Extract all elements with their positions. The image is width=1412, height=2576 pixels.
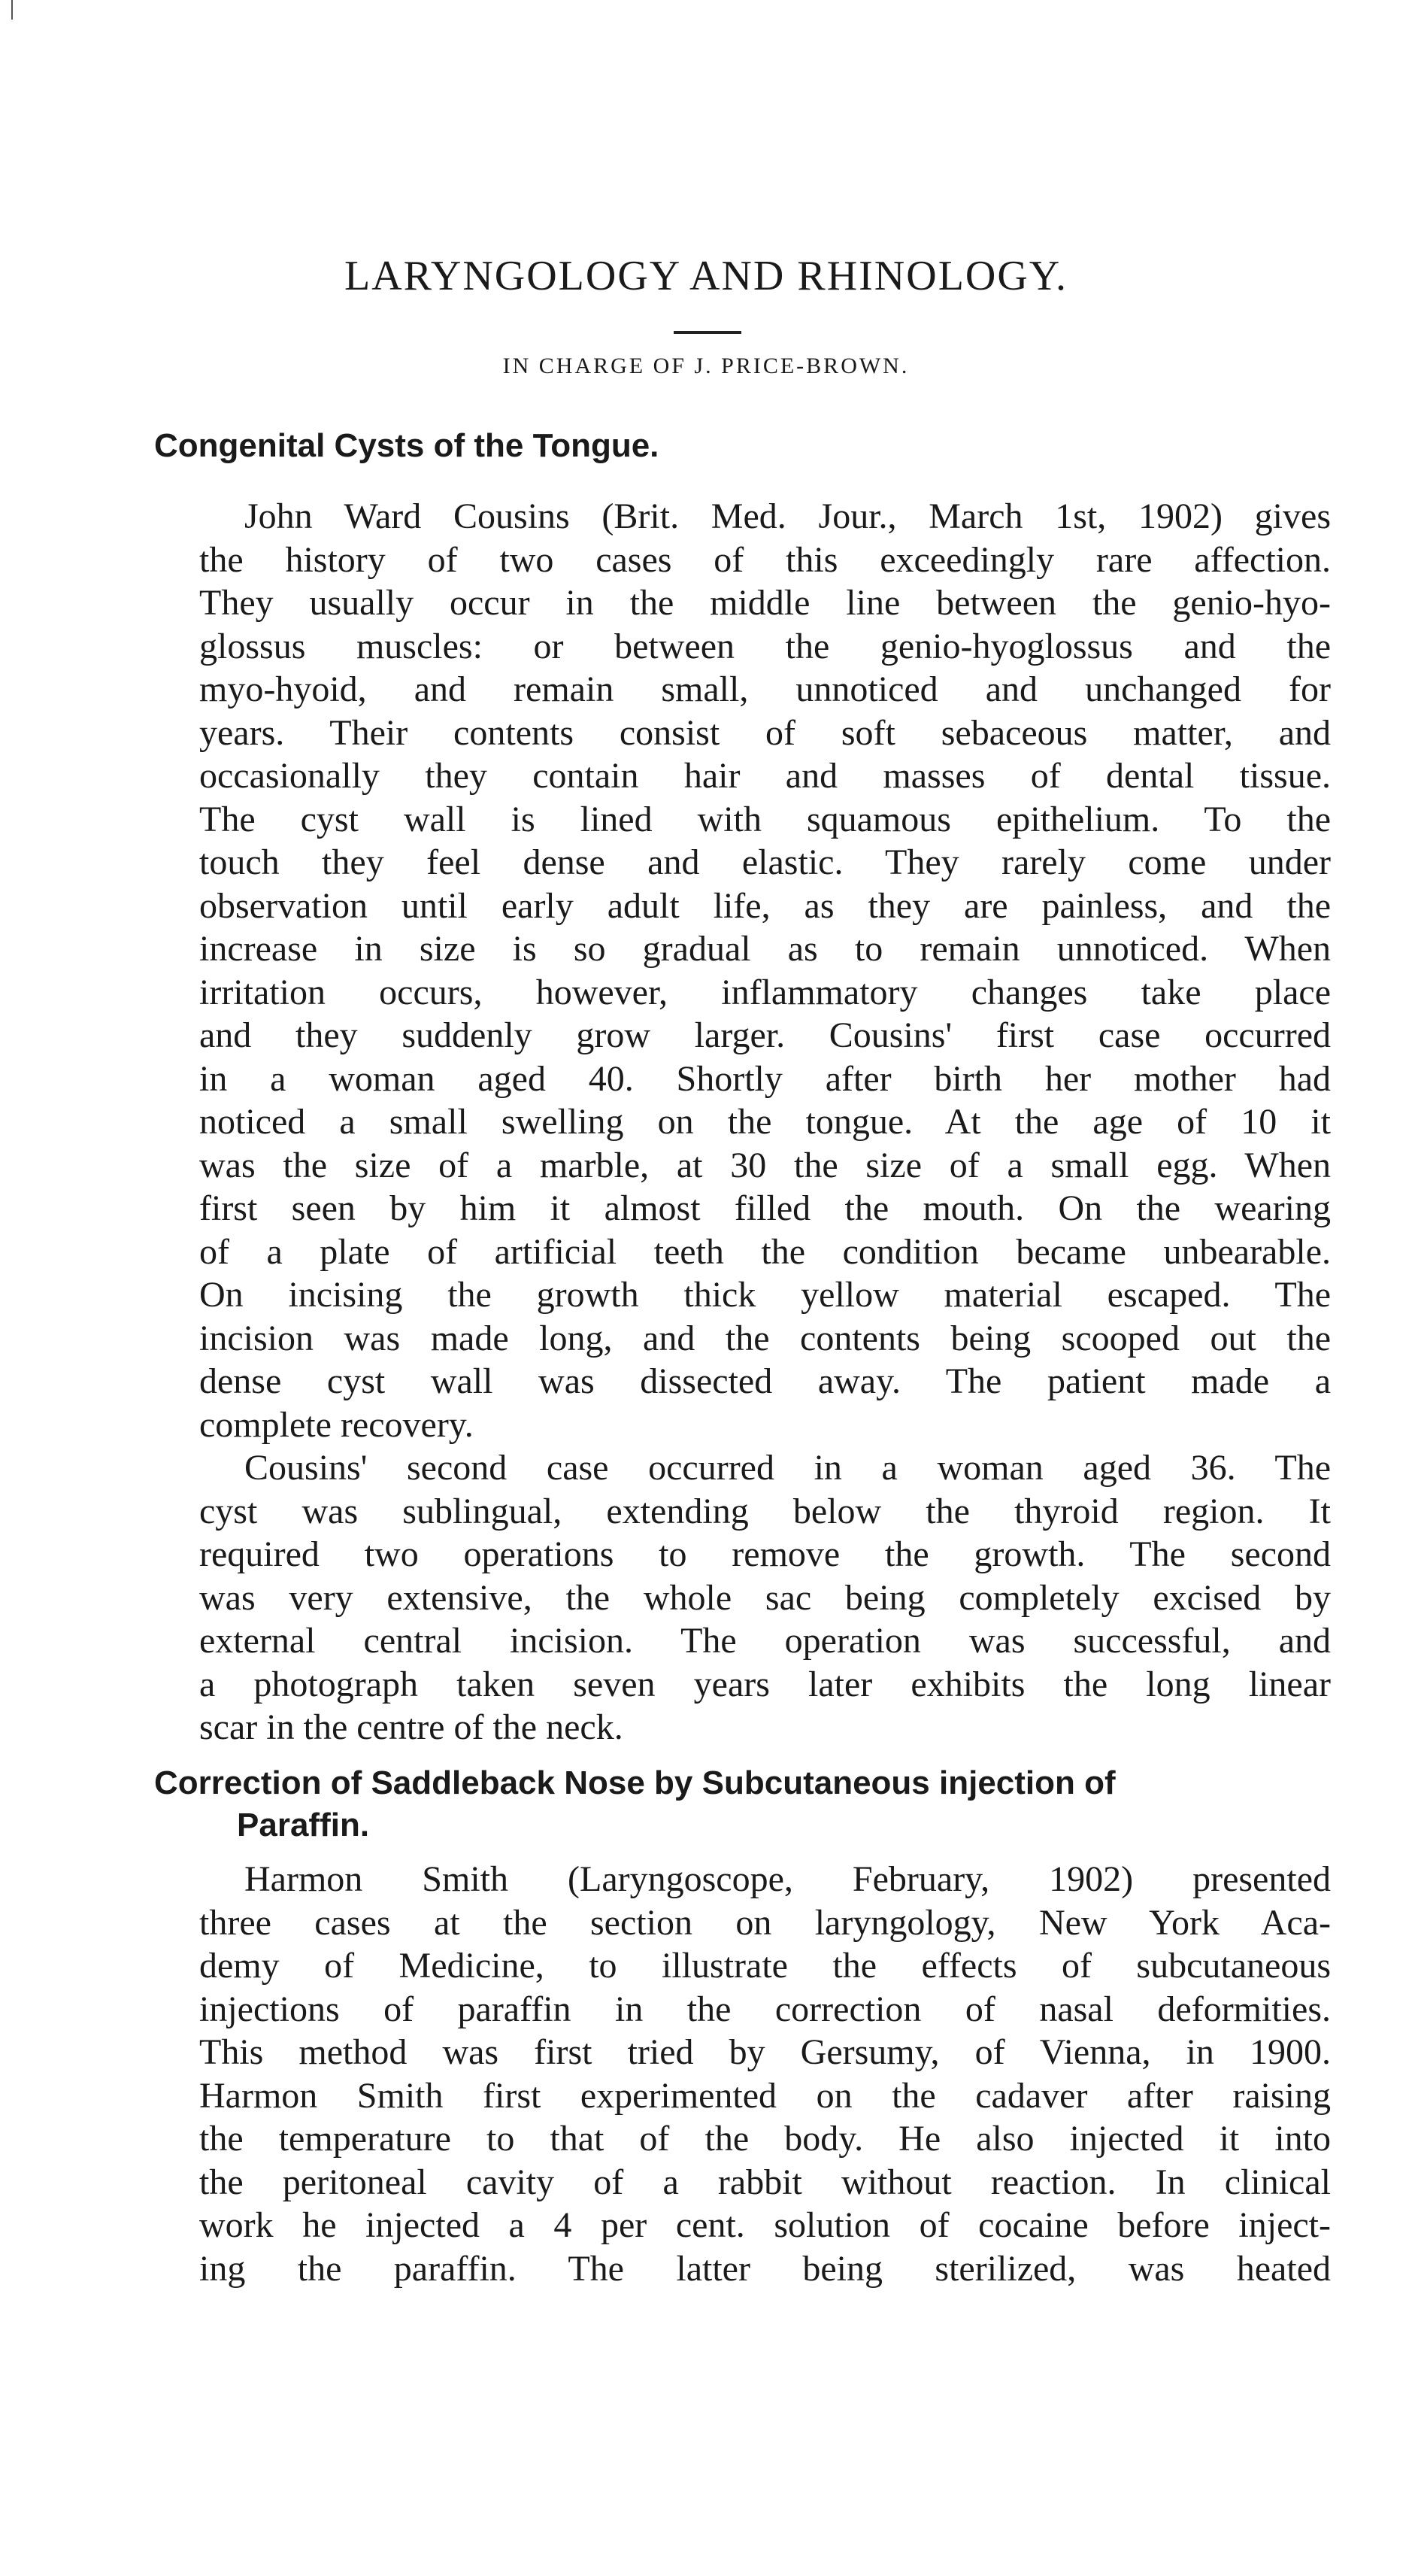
text-line: irritation occurs, however, inflammatory changes take place bbox=[199, 972, 1331, 1012]
text-line: increase in size is so gradual as to remain unnoticed. When bbox=[199, 929, 1331, 969]
text-line: On incising the growth thick yellow material escaped. The bbox=[199, 1275, 1331, 1315]
text-line: demy of Medicine, to illustrate the effects of subcutaneous bbox=[199, 1946, 1331, 1986]
heading-line: Paraffin. bbox=[237, 1807, 370, 1843]
text-line: was the size of a marble, at 30 the size of a small egg. When bbox=[199, 1145, 1331, 1185]
text-line: injections of paraffin in the correction of nasal deformities. bbox=[199, 1989, 1331, 2029]
text-line: required two operations to remove the growth. The second bbox=[199, 1534, 1331, 1574]
text-line: This method was first tried by Gersumy, of Vienna, in 1900. bbox=[199, 2032, 1331, 2072]
title-divider bbox=[674, 331, 741, 334]
heading-line: Correction of Saddleback Nose by Subcutaneous injection of bbox=[154, 1764, 1116, 1801]
text-line: The cyst wall is lined with squamous epithelium. To the bbox=[199, 799, 1331, 839]
text-line: a photograph taken seven years later exhibits the long linear bbox=[199, 1664, 1331, 1704]
text-line: and they suddenly grow larger. Cousins' first case occurred bbox=[199, 1015, 1331, 1055]
text-line: in a woman aged 40. Shortly after birth her mother had bbox=[199, 1058, 1331, 1099]
text-line: noticed a small swelling on the tongue. At the age of 10 it bbox=[199, 1102, 1331, 1142]
text-line: complete recovery. bbox=[199, 1404, 474, 1445]
text-line: Harmon Smith first experimented on the cadaver after raising bbox=[199, 2075, 1331, 2116]
text-line: first seen by him it almost filled the mouth. On the wearing bbox=[199, 1188, 1331, 1228]
text-line: external central incision. The operation was successful, and bbox=[199, 1621, 1331, 1661]
text-line: glossus muscles: or between the genio-hyoglossus and the bbox=[199, 626, 1331, 666]
text-line: three cases at the section on laryngology, New York Aca- bbox=[199, 1902, 1331, 1943]
text-line: They usually occur in the middle line between the genio-hyo- bbox=[199, 583, 1331, 623]
paragraph-cousins-first bbox=[154, 495, 1331, 1446]
text-line: of a plate of artificial teeth the condition became unbearable. bbox=[199, 1231, 1331, 1272]
text-line: was very extensive, the whole sac being completely excised by bbox=[199, 1577, 1331, 1618]
section-heading-saddleback-nose bbox=[154, 1762, 1327, 1846]
text-line: touch they feel dense and elastic. They rarely come under bbox=[199, 842, 1331, 882]
text-line: years. Their contents consist of soft sebaceous matter, and bbox=[199, 712, 1331, 753]
section-heading-congenital-cysts: Congenital Cysts of the Tongue. bbox=[154, 427, 659, 464]
text-line: Cousins' second case occurred in a woman aged 36. The bbox=[244, 1448, 1331, 1488]
text-line: scar in the centre of the neck. bbox=[199, 1707, 623, 1747]
paragraph-cousins-second bbox=[154, 1446, 1331, 1749]
text-line: Harmon Smith (Laryngoscope, February, 1902) presented bbox=[244, 1859, 1331, 1899]
text-line: dense cyst wall was dissected away. The patient made a bbox=[199, 1361, 1331, 1401]
text-line: the history of two cases of this exceedingly rare affection. bbox=[199, 539, 1331, 580]
text-line: the peritoneal cavity of a rabbit without reaction. In clinical bbox=[199, 2162, 1331, 2202]
text-line: observation until early adult life, as they are painless, and the bbox=[199, 885, 1331, 926]
text-line: occasionally they contain hair and masses of dental tissue. bbox=[199, 756, 1331, 796]
text-line: cyst was sublingual, extending below the thyroid region. It bbox=[199, 1491, 1331, 1531]
page-edge-mark bbox=[11, 0, 13, 20]
page-title: LARYNGOLOGY AND RHINOLOGY. bbox=[344, 253, 1068, 299]
text-line: the temperature to that of the body. He also injected it into bbox=[199, 2119, 1331, 2159]
text-line: ing the paraffin. The latter being sterilized, was heated bbox=[199, 2248, 1331, 2289]
paragraph-harmon-smith bbox=[154, 1858, 1331, 2290]
text-line: John Ward Cousins (Brit. Med. Jour., March 1st, 1902) gives bbox=[244, 496, 1331, 536]
text-line: myo-hyoid, and remain small, unnoticed and unchanged for bbox=[199, 669, 1331, 709]
text-line: work he injected a 4 per cent. solution of cocaine before inject- bbox=[199, 2205, 1331, 2245]
text-line: incision was made long, and the contents being scooped out the bbox=[199, 1318, 1331, 1358]
editor-byline: IN CHARGE OF J. PRICE-BROWN. bbox=[502, 353, 910, 378]
